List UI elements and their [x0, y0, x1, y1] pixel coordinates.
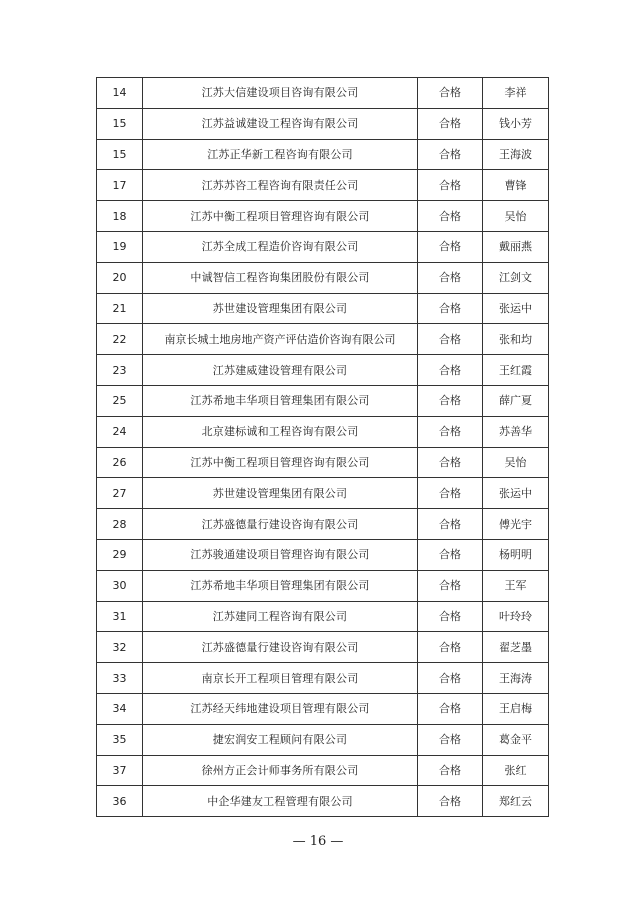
company-name-cell: 江苏全成工程造价咨询有限公司	[143, 231, 418, 262]
row-index-cell: 14	[97, 78, 143, 109]
result-cell: 合格	[418, 385, 483, 416]
row-index-cell: 27	[97, 478, 143, 509]
table-row	[97, 355, 549, 386]
table-row	[97, 108, 549, 139]
company-name-cell: 江苏建同工程咨询有限公司	[143, 601, 418, 632]
row-index-cell: 15	[97, 108, 143, 139]
row-index-cell: 26	[97, 447, 143, 478]
row-index-cell: 30	[97, 570, 143, 601]
company-name-cell: 江苏中衡工程项目管理咨询有限公司	[143, 447, 418, 478]
company-name-cell: 北京建标诚和工程咨询有限公司	[143, 416, 418, 447]
result-cell: 合格	[418, 139, 483, 170]
result-cell: 合格	[418, 786, 483, 817]
person-name-cell: 王军	[483, 570, 549, 601]
person-name-cell: 钱小芳	[483, 108, 549, 139]
person-name-cell: 戴丽燕	[483, 231, 549, 262]
person-name-cell: 张运中	[483, 478, 549, 509]
table-row	[97, 693, 549, 724]
person-name-cell: 郑红云	[483, 786, 549, 817]
result-cell: 合格	[418, 324, 483, 355]
person-name-cell: 王红霞	[483, 355, 549, 386]
row-index-cell: 23	[97, 355, 143, 386]
result-cell: 合格	[418, 724, 483, 755]
row-index-cell: 35	[97, 724, 143, 755]
row-index-cell: 22	[97, 324, 143, 355]
result-cell: 合格	[418, 170, 483, 201]
person-name-cell: 张红	[483, 755, 549, 786]
row-index-cell: 15	[97, 139, 143, 170]
table-row	[97, 478, 549, 509]
company-name-cell: 南京长城土地房地产资产评估造价咨询有限公司	[143, 324, 418, 355]
person-name-cell: 王海涛	[483, 663, 549, 694]
table-row	[97, 416, 549, 447]
result-cell: 合格	[418, 108, 483, 139]
company-name-cell: 苏世建设管理集团有限公司	[143, 293, 418, 324]
result-cell: 合格	[418, 509, 483, 540]
company-name-cell: 江苏建威建设管理有限公司	[143, 355, 418, 386]
person-name-cell: 吴怡	[483, 201, 549, 232]
person-name-cell: 葛金平	[483, 724, 549, 755]
table-row	[97, 201, 549, 232]
result-cell: 合格	[418, 447, 483, 478]
table-row	[97, 632, 549, 663]
company-name-cell: 江苏希地丰华项目管理集团有限公司	[143, 385, 418, 416]
row-index-cell: 28	[97, 509, 143, 540]
table-row	[97, 170, 549, 201]
row-index-cell: 31	[97, 601, 143, 632]
company-name-cell: 苏世建设管理集团有限公司	[143, 478, 418, 509]
company-name-cell: 中企华建友工程管理有限公司	[143, 786, 418, 817]
row-index-cell: 29	[97, 539, 143, 570]
company-name-cell: 江苏盛德量行建设咨询有限公司	[143, 632, 418, 663]
table-row	[97, 663, 549, 694]
row-index-cell: 21	[97, 293, 143, 324]
company-name-cell: 中诚智信工程咨询集团股份有限公司	[143, 262, 418, 293]
person-name-cell: 吴怡	[483, 447, 549, 478]
person-name-cell: 傅光宇	[483, 509, 549, 540]
person-name-cell: 杨明明	[483, 539, 549, 570]
company-name-cell: 江苏大信建设项目咨询有限公司	[143, 78, 418, 109]
row-index-cell: 19	[97, 231, 143, 262]
result-cell: 合格	[418, 201, 483, 232]
row-index-cell: 32	[97, 632, 143, 663]
table-row	[97, 78, 549, 109]
table-row	[97, 385, 549, 416]
result-cell: 合格	[418, 601, 483, 632]
company-name-cell: 江苏益诚建设工程咨询有限公司	[143, 108, 418, 139]
company-name-cell: 江苏经天纬地建设项目管理有限公司	[143, 693, 418, 724]
row-index-cell: 17	[97, 170, 143, 201]
company-name-cell: 南京长开工程项目管理有限公司	[143, 663, 418, 694]
row-index-cell: 20	[97, 262, 143, 293]
table-row	[97, 570, 549, 601]
person-name-cell: 翟芝墨	[483, 632, 549, 663]
table-row	[97, 231, 549, 262]
table-row	[97, 509, 549, 540]
result-cell: 合格	[418, 693, 483, 724]
result-cell: 合格	[418, 632, 483, 663]
person-name-cell: 李祥	[483, 78, 549, 109]
person-name-cell: 叶玲玲	[483, 601, 549, 632]
page-number: — 16 —	[292, 834, 344, 849]
result-cell: 合格	[418, 539, 483, 570]
result-cell: 合格	[418, 570, 483, 601]
table-row	[97, 539, 549, 570]
company-name-cell: 江苏骏通建设项目管理咨询有限公司	[143, 539, 418, 570]
company-name-cell: 捷宏润安工程顾问有限公司	[143, 724, 418, 755]
table-row	[97, 601, 549, 632]
company-name-cell: 江苏正华新工程咨询有限公司	[143, 139, 418, 170]
result-cell: 合格	[418, 755, 483, 786]
result-cell: 合格	[418, 416, 483, 447]
table-row	[97, 755, 549, 786]
person-name-cell: 王海波	[483, 139, 549, 170]
result-cell: 合格	[418, 355, 483, 386]
person-name-cell: 江剑文	[483, 262, 549, 293]
person-name-cell: 张运中	[483, 293, 549, 324]
result-cell: 合格	[418, 262, 483, 293]
company-name-cell: 徐州方正会计师事务所有限公司	[143, 755, 418, 786]
row-index-cell: 18	[97, 201, 143, 232]
company-name-cell: 江苏中衡工程项目管理咨询有限公司	[143, 201, 418, 232]
result-cell: 合格	[418, 78, 483, 109]
person-name-cell: 曹锋	[483, 170, 549, 201]
row-index-cell: 33	[97, 663, 143, 694]
result-cell: 合格	[418, 231, 483, 262]
table-row	[97, 262, 549, 293]
row-index-cell: 24	[97, 416, 143, 447]
row-index-cell: 25	[97, 385, 143, 416]
table-row	[97, 786, 549, 817]
person-name-cell: 王启梅	[483, 693, 549, 724]
table-row	[97, 139, 549, 170]
person-name-cell: 苏善华	[483, 416, 549, 447]
result-cell: 合格	[418, 478, 483, 509]
person-name-cell: 薛广夏	[483, 385, 549, 416]
table-row	[97, 724, 549, 755]
result-cell: 合格	[418, 663, 483, 694]
row-index-cell: 36	[97, 786, 143, 817]
results-table-body	[97, 78, 549, 817]
table-row	[97, 324, 549, 355]
results-table	[96, 77, 549, 817]
table-row	[97, 447, 549, 478]
row-index-cell: 34	[97, 693, 143, 724]
table-row	[97, 293, 549, 324]
company-name-cell: 江苏盛德量行建设咨询有限公司	[143, 509, 418, 540]
row-index-cell: 37	[97, 755, 143, 786]
person-name-cell: 张和均	[483, 324, 549, 355]
result-cell: 合格	[418, 293, 483, 324]
company-name-cell: 江苏苏咨工程咨询有限责任公司	[143, 170, 418, 201]
company-name-cell: 江苏希地丰华项目管理集团有限公司	[143, 570, 418, 601]
